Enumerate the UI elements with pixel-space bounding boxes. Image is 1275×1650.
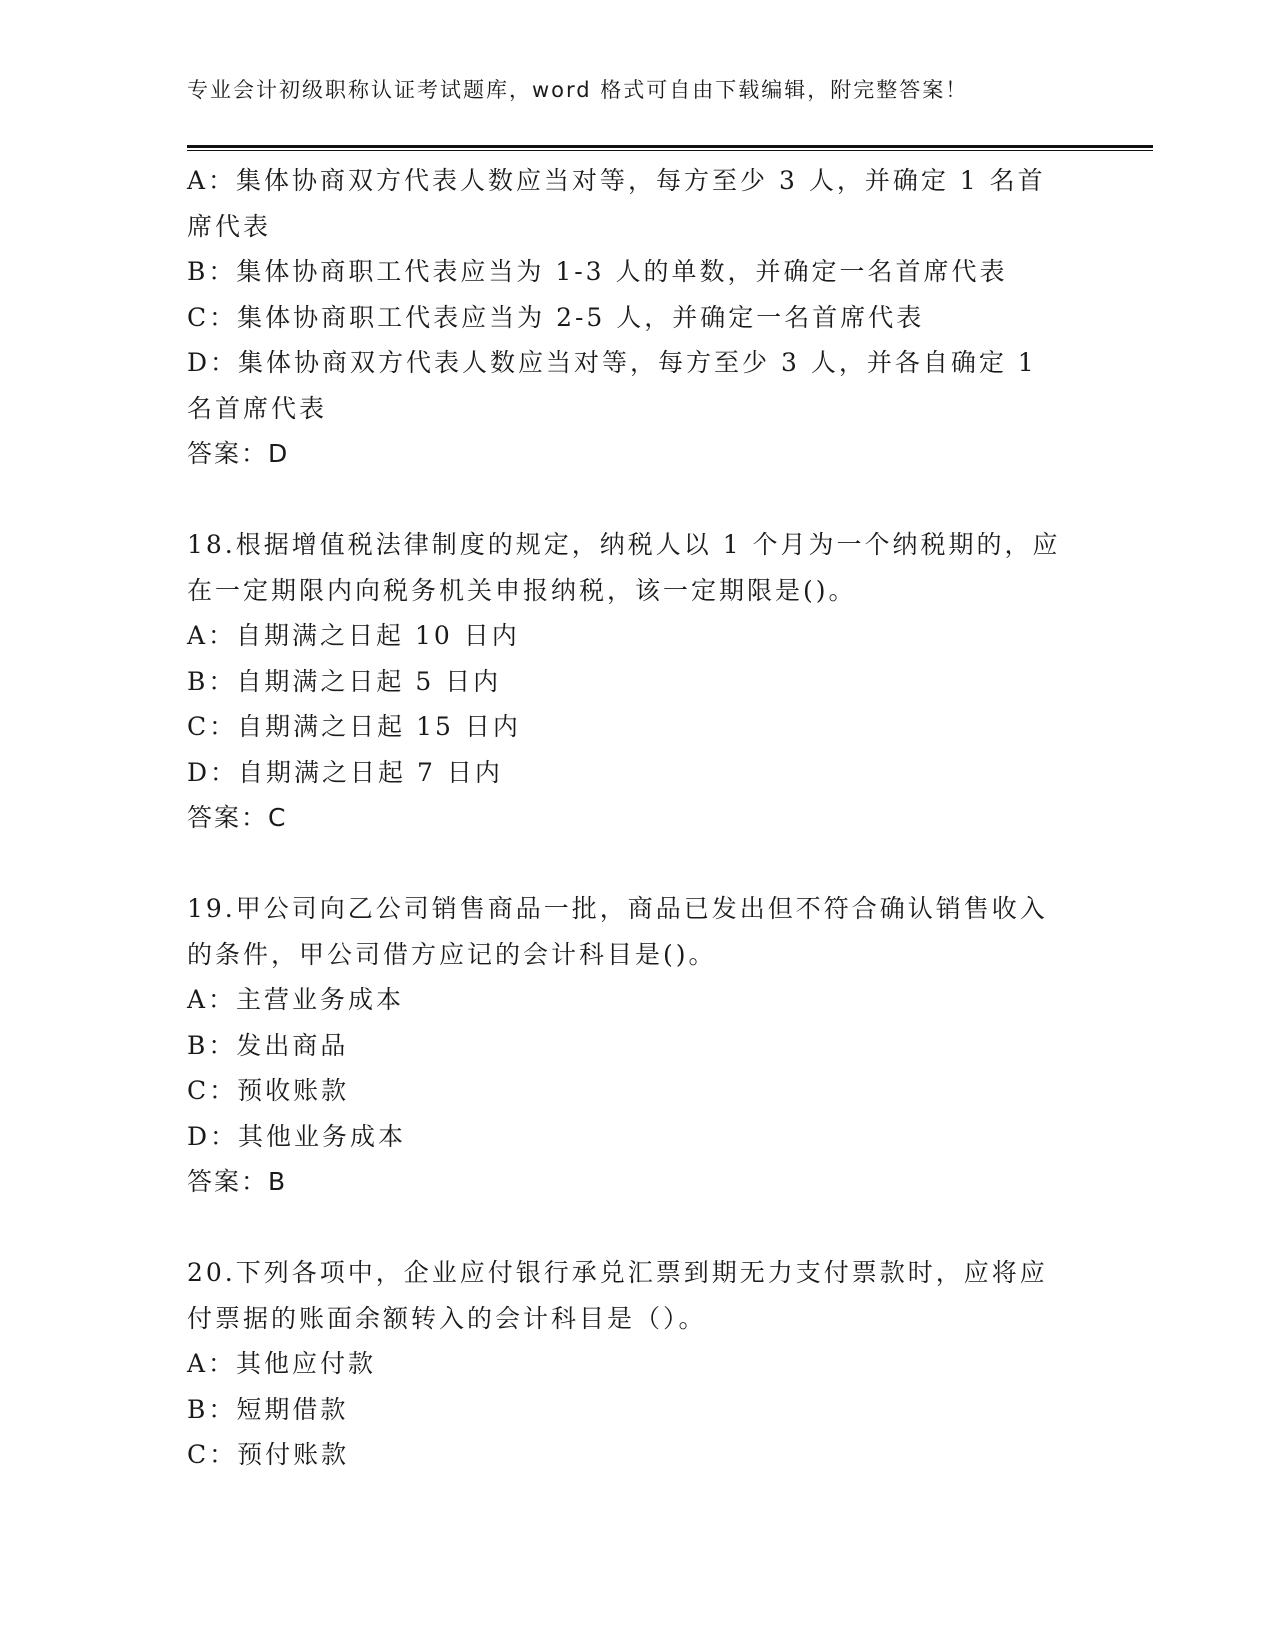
q18-stem-line1: 18.根据增值税法律制度的规定，纳税人以 1 个月为一个纳税期的，应 bbox=[187, 530, 1061, 559]
q20-stem-line1: 20.下列各项中，企业应付银行承兑汇票到期无力支付票款时，应将应 bbox=[187, 1258, 1048, 1287]
q18-option-c: C：自期满之日起 15 日内 bbox=[187, 712, 521, 741]
spacer bbox=[187, 477, 1087, 523]
q18-stem-line2: 在一定期限内向税务机关申报纳税，该一定期限是()。 bbox=[187, 575, 857, 605]
question-content bbox=[187, 158, 1087, 1478]
spacer bbox=[187, 1205, 1087, 1251]
q18-option-d: D：自期满之日起 7 日内 bbox=[187, 757, 503, 787]
q19-option-d: D：其他业务成本 bbox=[187, 1121, 407, 1151]
q18-option-a: A：自期满之日起 10 日内 bbox=[187, 621, 520, 650]
q19-stem-line2: 的条件，甲公司借方应记的会计科目是()。 bbox=[187, 939, 717, 969]
q17-option-c: C：集体协商职工代表应当为 2-5 人，并确定一名首席代表 bbox=[187, 302, 925, 332]
spacer bbox=[187, 841, 1087, 887]
question-19 bbox=[187, 886, 1087, 1205]
q19-option-a: A：主营业务成本 bbox=[187, 985, 405, 1014]
q17-option-d-line2: 名首席代表 bbox=[187, 393, 328, 423]
question-18 bbox=[187, 522, 1087, 841]
question-17 bbox=[187, 158, 1087, 477]
header-rule-thin bbox=[187, 150, 1153, 151]
page-header: 专业会计初级职称认证考试题库，word 格式可自由下载编辑，附完整答案！ bbox=[187, 78, 969, 102]
q20-option-a: A：其他应付款 bbox=[187, 1349, 377, 1378]
q17-option-b: B：集体协商职工代表应当为 1-3 人的单数，并确定一名首席代表 bbox=[187, 257, 1008, 286]
q17-option-a-line2: 席代表 bbox=[187, 211, 272, 241]
q18-answer: 答案：C bbox=[187, 803, 288, 832]
question-20 bbox=[187, 1250, 1087, 1478]
header-rule-thick bbox=[187, 145, 1153, 148]
q17-answer: 答案：D bbox=[187, 439, 290, 468]
q17-option-d-line1: D：集体协商双方代表人数应当对等，每方至少 3 人，并各自确定 1 bbox=[187, 348, 1037, 377]
q20-stem-line2: 付票据的账面余额转入的会计科目是（）。 bbox=[187, 1303, 707, 1333]
q19-option-b: B：发出商品 bbox=[187, 1030, 349, 1060]
q20-option-c: C：预付账款 bbox=[187, 1440, 350, 1469]
q20-option-b: B：短期借款 bbox=[187, 1394, 349, 1424]
q19-answer: 答案：B bbox=[187, 1167, 288, 1196]
q19-stem-line1: 19.甲公司向乙公司销售商品一批，商品已发出但不符合确认销售收入 bbox=[187, 894, 1048, 923]
q18-option-b: B：自期满之日起 5 日内 bbox=[187, 666, 502, 696]
q19-option-c: C：预收账款 bbox=[187, 1076, 350, 1105]
q17-option-a-line1: A：集体协商双方代表人数应当对等，每方至少 3 人，并确定 1 名首 bbox=[187, 166, 1046, 195]
